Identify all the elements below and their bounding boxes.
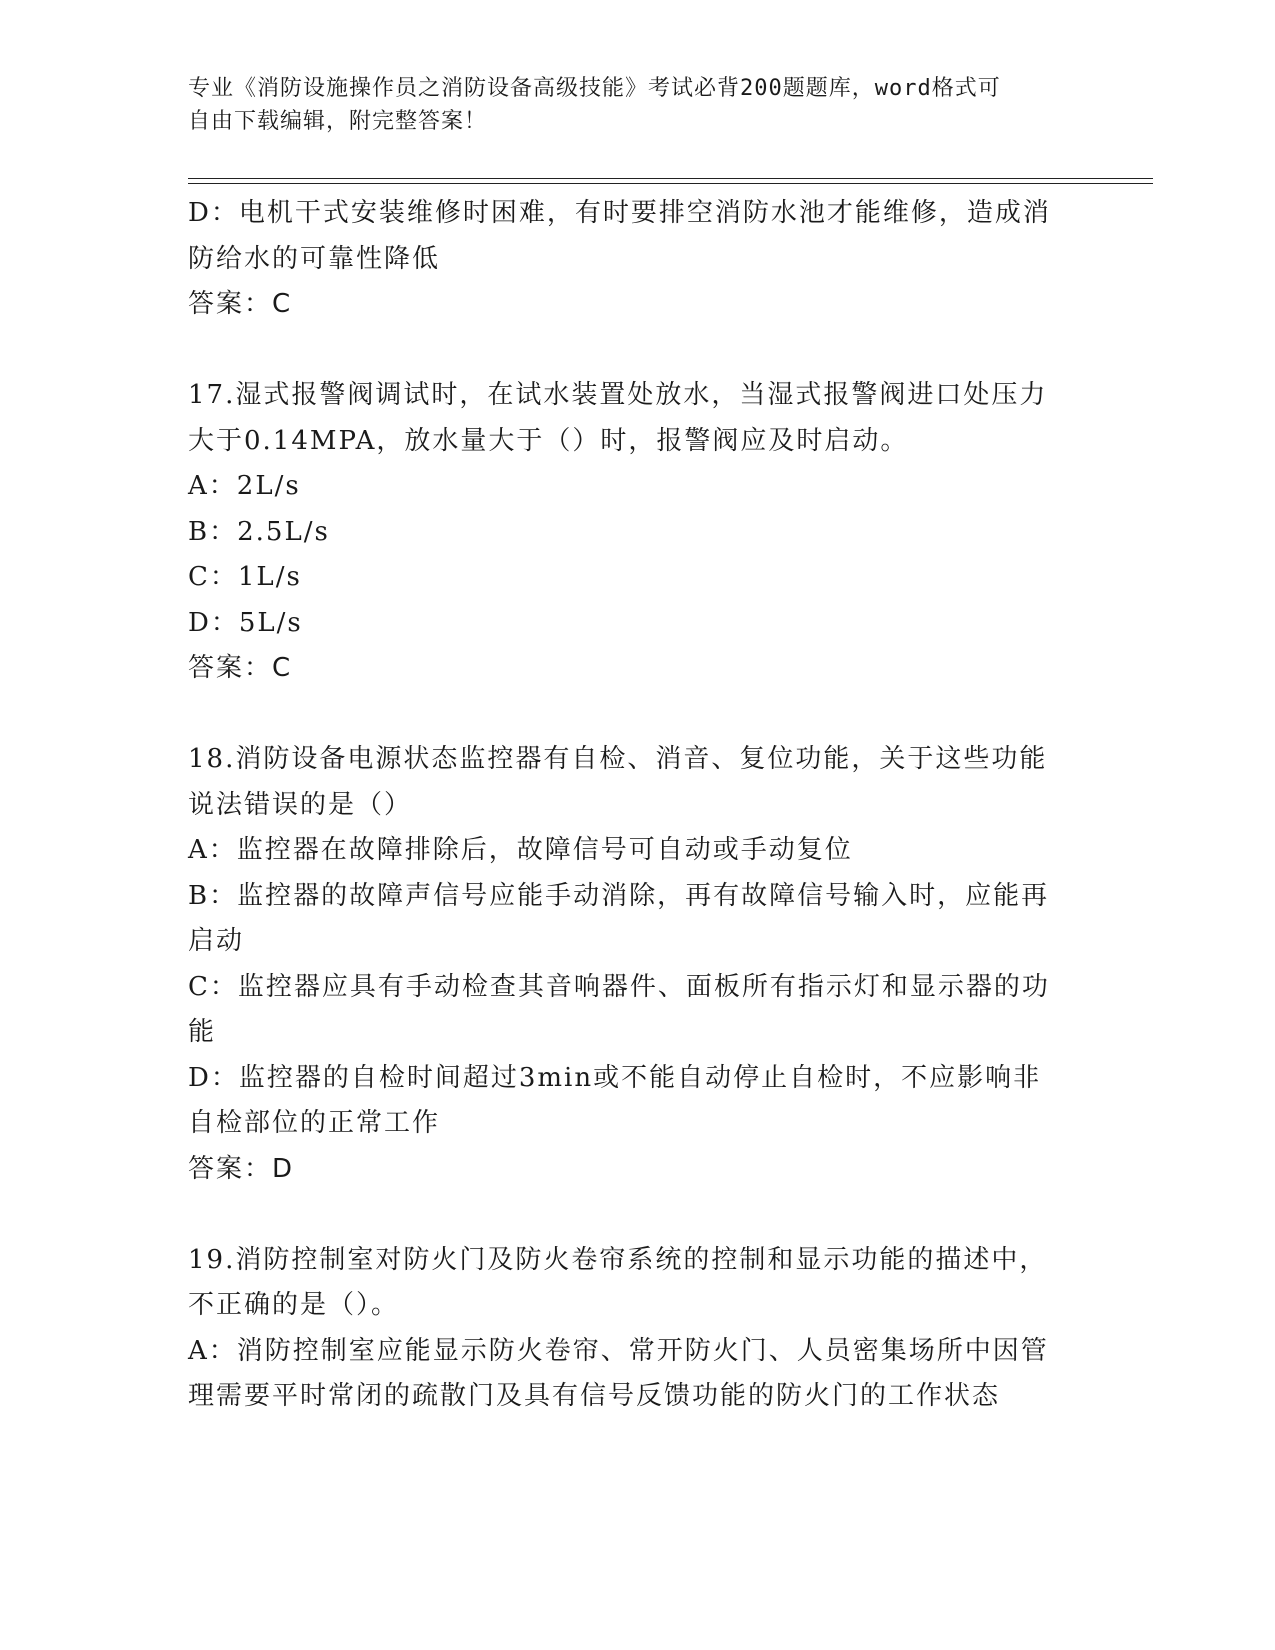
header-title-line-2: 自由下载编辑，附完整答案！ bbox=[188, 109, 488, 134]
question-stem-line-1: 17.湿式报警阀调试时，在试水装置处放水，当湿式报警阀进口处压力 bbox=[188, 380, 1048, 410]
option-b-line-1: B：监控器的故障声信号应能手动消除，再有故障信号输入时，应能再 bbox=[188, 880, 1050, 911]
spacer bbox=[188, 328, 1068, 374]
header-title-line-1: 专业《消防设施操作员之消防设备高级技能》考试必背200题题库，word格式可 bbox=[188, 76, 1001, 101]
spacer bbox=[188, 1192, 1068, 1238]
option-d-line-2: 防给水的可靠性降低 bbox=[188, 243, 441, 274]
question-stem-line-1: 18.消防设备电源状态监控器有自检、消音、复位功能，关于这些功能 bbox=[188, 744, 1048, 774]
question-stem-line-2: 不正确的是（）。 bbox=[188, 1290, 400, 1320]
answer-line: 答案：D bbox=[188, 1153, 295, 1184]
answer-line: 答案：C bbox=[188, 289, 293, 319]
option-d-line-1: D：电机干式安装维修时困难，有时要排空消防水池才能维修，造成消 bbox=[188, 198, 1051, 228]
option-d-line-1: D：监控器的自检时间超过3min或不能自动停止自检时，不应影响非 bbox=[188, 1062, 1042, 1093]
question-content bbox=[188, 191, 1068, 1420]
question-17 bbox=[188, 373, 1068, 692]
question-stem-line-2: 说法错误的是（） bbox=[188, 789, 413, 820]
option-c: C：1L/s bbox=[188, 562, 302, 592]
question-19 bbox=[188, 1238, 1068, 1420]
header-divider-top bbox=[188, 178, 1153, 179]
question-stem-line-2: 大于0.14MPA，放水量大于（）时，报警阀应及时启动。 bbox=[188, 425, 909, 456]
option-d-line-2: 自检部位的正常工作 bbox=[188, 1108, 441, 1138]
option-a: A：监控器在故障排除后，故障信号可自动或手动复位 bbox=[188, 835, 853, 865]
option-b: B：2.5L/s bbox=[188, 516, 330, 547]
page-header bbox=[188, 72, 1068, 138]
question-18 bbox=[188, 737, 1068, 1192]
option-c-line-2: 能 bbox=[188, 1017, 217, 1047]
header-divider-bottom bbox=[188, 183, 1153, 184]
spacer bbox=[188, 692, 1068, 738]
option-a-line-1: A：消防控制室应能显示防火卷帘、常开防火门、人员密集场所中因管 bbox=[188, 1335, 1049, 1366]
option-a: A：2L/s bbox=[188, 471, 301, 501]
question-stem-line-1: 19.消防控制室对防火门及防火卷帘系统的控制和显示功能的描述中， bbox=[188, 1244, 1048, 1275]
answer-line: 答案：C bbox=[188, 653, 293, 683]
option-b-line-2: 启动 bbox=[188, 926, 245, 956]
previous-question-tail bbox=[188, 191, 1068, 328]
option-c-line-1: C：监控器应具有手动检查其音响器件、面板所有指示灯和显示器的功 bbox=[188, 971, 1050, 1002]
option-a-line-2: 理需要平时常闭的疏散门及具有信号反馈功能的防火门的工作状态 bbox=[188, 1381, 1001, 1411]
option-d: D：5L/s bbox=[188, 607, 303, 638]
